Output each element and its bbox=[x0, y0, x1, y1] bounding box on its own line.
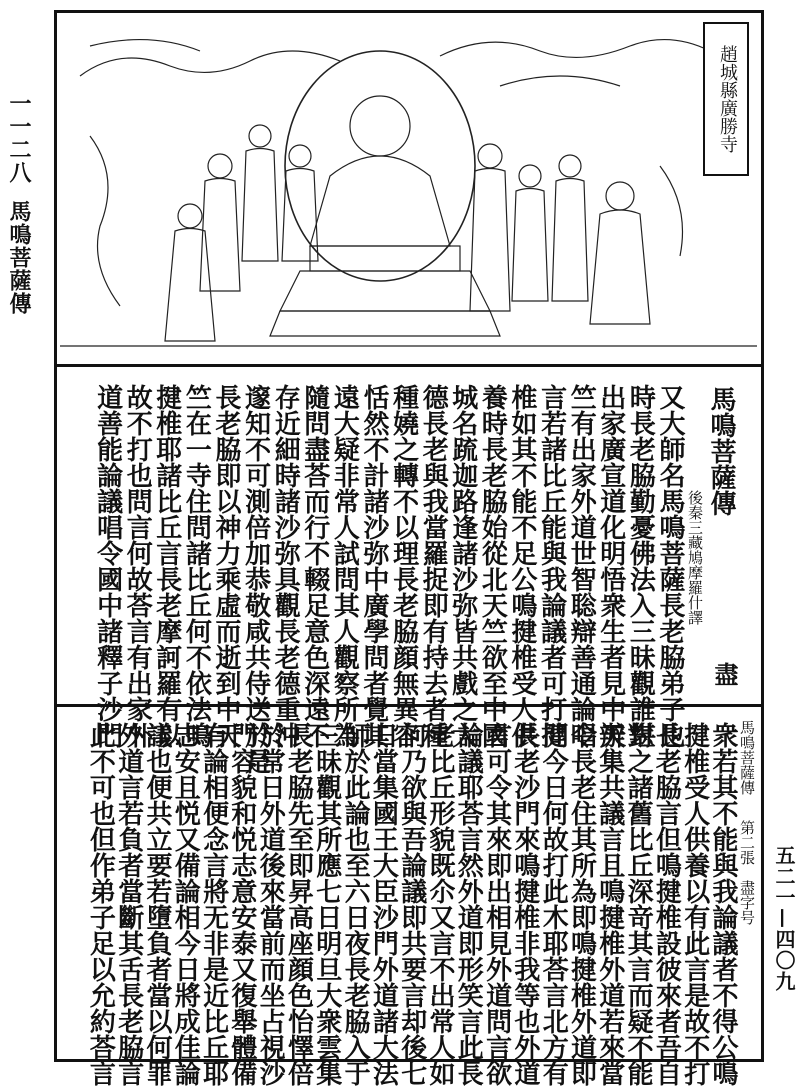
text-column: 養時長老脇始從北天竺欲至中國 bbox=[477, 384, 508, 748]
lower-page-marker: 第二張 bbox=[738, 820, 756, 865]
text-column: 長老沙門來鳴揵椎非我等也外道 bbox=[509, 722, 540, 1086]
text-column: 城名䟽迦路逢諸沙弥皆共戲之大 bbox=[447, 384, 478, 748]
text-column: 種嬈之轉不以理長老脇顔無異容 bbox=[388, 384, 419, 748]
temple-cartouche: 趙城縣廣勝寺 bbox=[703, 22, 749, 176]
text-column: 出家廣宣道化明悟衆生者見中天 bbox=[595, 384, 626, 748]
lower-character-marker: 盡字号 bbox=[738, 880, 756, 925]
text-column: 揵椎受人供養以有此言是故不打 bbox=[679, 722, 710, 1086]
text-column: 竺在一寺住問諸比丘何不依法鳴 bbox=[181, 384, 212, 748]
margin-sutra-title: 馬鳴菩薩傳 bbox=[6, 200, 32, 315]
text-column: 言若諸比丘能與我論議者可打揵 bbox=[536, 384, 567, 748]
text-column: 令長老住其所為即鳴揵椎外道即 bbox=[566, 722, 597, 1086]
text-column: 老比丘形貌既尒又言不出常人如 bbox=[425, 722, 455, 1086]
text-column: 長老脇言但鳴揵椎設彼來者吾自 bbox=[651, 722, 682, 1086]
text-column: 故不打也問言何故荅言有出家外 bbox=[122, 384, 153, 748]
text-column: 邃知不可測倍加恭敬咸共侍送於是 bbox=[240, 384, 271, 774]
text-column: 志安且悦又備論相今日將成佳論 bbox=[170, 722, 201, 1086]
divider-top bbox=[54, 364, 764, 367]
frontispiece-illustration bbox=[60, 16, 757, 360]
text-column: 論議耶荅言然外道即形笑言此長 bbox=[453, 722, 484, 1086]
text-column: 辦集共議言且鳴揵椎外道若來當 bbox=[594, 722, 625, 1086]
text-column: 椎如其不能不足公鳴揵椎受人供 bbox=[507, 384, 537, 748]
text-column: 外道言若負者當斷其舌長老脇言 bbox=[113, 722, 144, 1086]
text-column: 師於此論也至六日夜長老脇入于 bbox=[340, 722, 371, 1086]
margin-volume-number: 一一二八 bbox=[6, 92, 32, 184]
text-column: 對之諸舊比丘深竒其言而疑不能 bbox=[623, 722, 654, 1086]
text-column: 恬然不計諸沙弥中廣學問者覺其 bbox=[359, 384, 389, 748]
text-column: 德長老與我當羅捉即有持去者種 bbox=[418, 384, 449, 748]
text-column: 言可令其來即出相見外道問言欲 bbox=[481, 722, 512, 1086]
text-column: 門容貌和悦志意安泰又復舉體備 bbox=[226, 722, 257, 1086]
text-column: 又大師名馬鳴菩薩長老脇弟子也 bbox=[655, 384, 685, 748]
margin-page-number: 五二一—四〇九 bbox=[772, 845, 796, 992]
middle-seal-character: 盡 bbox=[710, 662, 739, 686]
text-column: 隨問盡荅而行不輟足意色深遠不 bbox=[299, 384, 330, 748]
lower-header: 馬鳴菩薩傳 bbox=[738, 720, 756, 795]
text-column: 遠大疑非常人試問其人觀察所為 bbox=[329, 384, 360, 748]
middle-title: 馬鳴菩薩傳 bbox=[706, 386, 736, 516]
text-column: 日當集國王大臣沙門外道諸大法 bbox=[368, 722, 399, 1086]
text-column: 於常日外道後來當前而坐占視沙 bbox=[255, 722, 286, 1086]
text-column: 存近細時諸沙弥具觀長老德重沖 bbox=[270, 384, 301, 748]
text-column: 長老脇先至即昇高座顔色怡懌倍 bbox=[283, 722, 314, 1086]
text-column: 何乃欲與吾論議即共要言却後七 bbox=[396, 722, 427, 1086]
text-column: 時長老脇勤憂佛法入三昧觀誰堪 bbox=[625, 384, 656, 748]
buddha-assembly-drawing bbox=[60, 16, 757, 360]
text-column: 議也便共立要若墮負者當以何罪 bbox=[142, 722, 172, 1086]
text-column: 竺有出家外道世智聡辯善通論唱 bbox=[566, 384, 597, 748]
text-column: 三昧觀其所應七日明旦大衆雲集 bbox=[311, 722, 342, 1086]
text-column: 揵椎耶諸比丘言長老摩訶羅有以 bbox=[151, 384, 182, 748]
text-column: 衆若其不能與我論議者不得公鳴 bbox=[708, 722, 738, 1086]
text-column: 道善能論議唱令國中諸釋子沙門 bbox=[92, 384, 123, 748]
text-column: 此不可也但作弟子足以允約荅言 bbox=[85, 722, 116, 1086]
text-column: 問今日何故打此木耶荅言北方有 bbox=[538, 722, 569, 1086]
text-column: 有論相便念言將无非是近比丘耶 bbox=[198, 722, 229, 1086]
text-column: 長老脇即以神力乘虛而逝到中天 bbox=[211, 384, 241, 748]
middle-translator: 後秦三藏鳩摩羅什譯 bbox=[686, 490, 704, 625]
